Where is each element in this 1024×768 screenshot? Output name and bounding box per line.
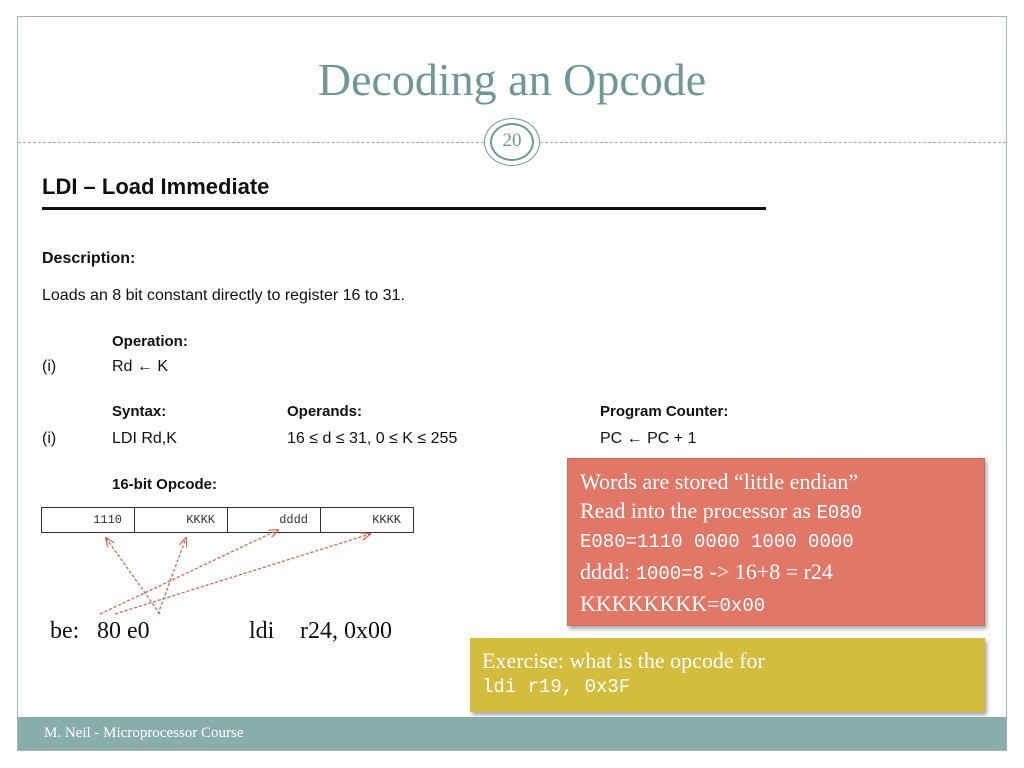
exercise-question: Exercise: what is the opcode for (482, 648, 765, 673)
note-line-2: Read into the processor as E080 (580, 498, 863, 524)
note-line-4: dddd: 1000=8 -> 16+8 = r24 (580, 559, 833, 585)
operation-number: (i) (42, 358, 57, 375)
footer-text: M. Neil - Microprocessor Course (44, 725, 244, 741)
program-counter-label: Program Counter: (600, 403, 729, 420)
description-text: Loads an 8 bit constant directly to register 16 to 31. (42, 287, 405, 304)
arrow-e-to-1110 (106, 538, 160, 614)
arrow-0-to-kkkk-low (115, 534, 370, 614)
operands-value: 16 ≤ d ≤ 31, 0 ≤ K ≤ 255 (287, 430, 458, 447)
arrow-8-to-dddd (100, 530, 278, 614)
description-label: Description: (42, 250, 136, 267)
bytes-label: be: (50, 618, 80, 644)
note-line-3: E080=1110 0000 1000 0000 (580, 531, 854, 553)
page-number: 20 (502, 130, 522, 151)
program-counter-value: PC ← PC + 1 (600, 430, 697, 447)
little-endian-note (567, 458, 985, 626)
exercise-code: ldi r19, 0x3F (482, 676, 631, 698)
note-line-1: Words are stored “little endian” (580, 469, 859, 494)
syntax-label: Syntax: (112, 403, 167, 420)
bytes-value: 80 e0 (97, 618, 150, 644)
opcode-field: KKKK (372, 513, 401, 527)
opcode-field: KKKK (135, 508, 228, 532)
opcode-field: 1110 (42, 508, 135, 532)
disassembly-mnemonic: ldi (249, 618, 275, 644)
syntax-number: (i) (42, 430, 57, 447)
operands-label: Operands: (287, 403, 363, 420)
syntax-value: LDI Rd,K (112, 430, 177, 447)
disassembly-operands: r24, 0x00 (300, 618, 392, 644)
opcode-field: dddd (228, 508, 321, 532)
operation-expression: Rd ← K (112, 358, 169, 375)
opcode-label: 16-bit Opcode: (112, 476, 218, 493)
instruction-heading: LDI – Load Immediate (42, 174, 270, 199)
note-code-word: E080 (816, 502, 863, 524)
note-line-5: KKKKKKKK=0x00 (580, 591, 766, 617)
slide-title: Decoding an Opcode (317, 54, 707, 105)
exercise-box (470, 638, 985, 712)
operation-label: Operation: (112, 333, 188, 350)
